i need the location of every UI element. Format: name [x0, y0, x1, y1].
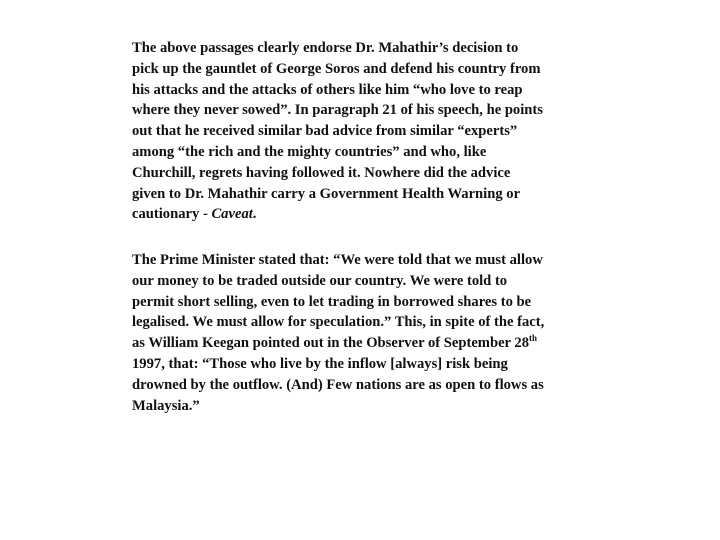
text-line: given to Dr. Mahathir carry a Government Health Warning or: [132, 185, 521, 202]
italic-term: Caveat: [211, 206, 253, 223]
paragraph-1: [132, 38, 602, 225]
text-line: Malaysia.”: [132, 397, 200, 414]
text-line: out that he received similar bad advice from similar “experts”: [132, 123, 518, 140]
text-line: his attacks and the attacks of others like him “who love to reap: [132, 81, 523, 98]
text-line: legalised. We must allow for speculation.” This, in spite of the fact,: [132, 314, 545, 331]
ordinal-superscript: th: [529, 333, 538, 344]
text-line: where they never sowed”. In paragraph 21 of his speech, he points: [132, 102, 543, 119]
text-line: drowned by the outflow. (And) Few nations are as open to flows as: [132, 376, 544, 393]
text-line-last: [132, 204, 602, 225]
text-fragment: cautionary -: [132, 206, 212, 223]
text-line: permit short selling, even to let trading in borrowed shares to be: [132, 293, 532, 310]
text-line: our money to be traded outside our country. We were told to: [132, 272, 508, 289]
text-line-with-superscript: [132, 333, 602, 354]
paragraph-2: [132, 250, 602, 416]
text-line: Churchill, regrets having followed it. Nowhere did the advice: [132, 164, 511, 181]
text-line: The above passages clearly endorse Dr. Mahathir’s decision to: [132, 40, 519, 56]
text-line: The Prime Minister stated that: “We were told that we must allow: [132, 252, 543, 268]
text-fragment: .: [252, 206, 257, 223]
text-line: pick up the gauntlet of George Soros and defend his country from: [132, 60, 541, 77]
text-line: among “the rich and the mighty countries” and who, like: [132, 143, 487, 160]
text-fragment: as William Keegan pointed out in the Observer of September 28: [132, 335, 530, 352]
text-line: 1997, that: “Those who live by the inflow [always] risk being: [132, 355, 508, 372]
